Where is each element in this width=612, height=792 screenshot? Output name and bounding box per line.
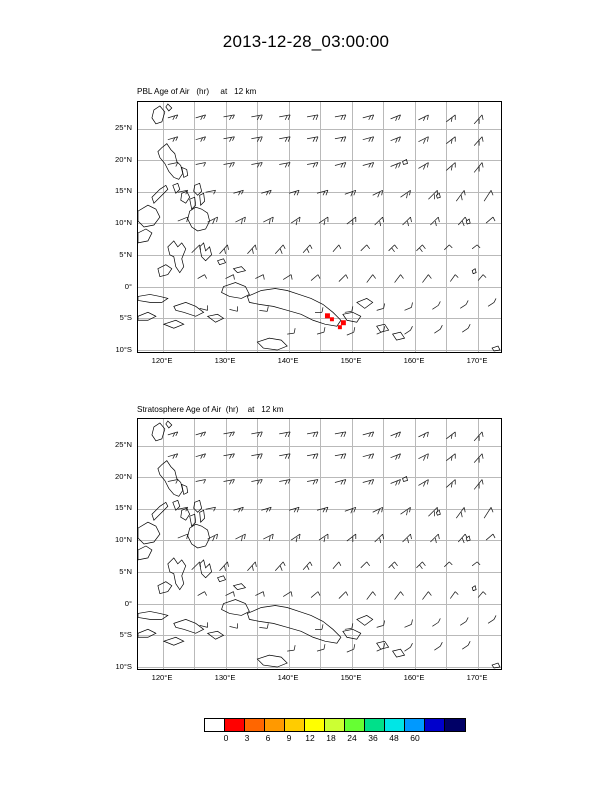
ytick-strat-3: 10°N: [115, 535, 132, 544]
colorbar-cell-11: [425, 719, 445, 731]
gridline-lon-140: [289, 102, 290, 352]
colorbar-tick-4: 12: [305, 733, 315, 743]
colorbar-tick-8: 48: [389, 733, 399, 743]
gridline2-lat-0: [138, 604, 501, 605]
colorbar-tick-5: 18: [326, 733, 336, 743]
gridline2-lat-10S: [138, 667, 501, 668]
ytick-pbl-3: 10°N: [115, 218, 132, 227]
gridline-lat-5N: [138, 255, 501, 256]
gridline-lon-125: [194, 102, 195, 352]
xtick-strat-0: 120°E: [151, 673, 173, 682]
colorbar-cell-1: [225, 719, 245, 731]
panel-pbl-label-line1: PBL Age of Air (hr) at 12 km: [137, 87, 257, 96]
colorbar-tick-3: 9: [286, 733, 292, 743]
gridline-lon-120: [163, 102, 164, 352]
gridline2-lat-10N: [138, 540, 501, 541]
colorbar-cell-12: [445, 719, 465, 731]
gridline2-lon-135: [257, 419, 258, 669]
ytick-strat-5: 0°: [124, 599, 132, 608]
panel-stratosphere-label-line1: Stratosphere Age of Air (hr) at 12 km: [137, 405, 284, 414]
gridline-lat-20N: [138, 160, 501, 161]
ytick-strat-4: 5°N: [119, 567, 132, 576]
ytick-pbl-4: 5°N: [119, 250, 132, 259]
gridline2-lon-165: [446, 419, 447, 669]
ytick-strat-2: 15°N: [115, 503, 132, 512]
xtick-pbl-0: 120°E: [151, 356, 173, 365]
xtick-pbl-4: 160°E: [403, 356, 425, 365]
colorbar-tick-7: 36: [368, 733, 378, 743]
ytick-pbl-5: 0°: [124, 282, 132, 291]
colorbar-cell-8: [365, 719, 385, 731]
gridline2-lat-5N: [138, 572, 501, 573]
gridline-lon-160: [415, 102, 416, 352]
figure-title: 2013-12-28_03:00:00: [222, 32, 390, 51]
xtick-pbl-1: 130°E: [214, 356, 236, 365]
colorbar-cell-2: [245, 719, 265, 731]
xtick-pbl-5: 170°E: [466, 356, 488, 365]
colorbar-cell-6: [325, 719, 345, 731]
colorbar-cell-7: [345, 719, 365, 731]
ytick-pbl-7: 10°S: [115, 345, 132, 354]
gridline-lon-150: [352, 102, 353, 352]
colorbar-tick-9: 60: [410, 733, 420, 743]
gridline2-lat-15N: [138, 509, 501, 510]
gridline2-lon-145: [320, 419, 321, 669]
colorbar: [204, 718, 466, 748]
colorbar-swatches: [204, 718, 466, 732]
ytick-pbl-2: 15°N: [115, 186, 132, 195]
gridline-lat-25N: [138, 129, 501, 130]
gridline-lon-130: [226, 102, 227, 352]
ytick-strat-0: 25°N: [115, 440, 132, 449]
gridline-lat-10N: [138, 223, 501, 224]
map-stratosphere[interactable]: [137, 418, 502, 670]
map-pbl[interactable]: [137, 101, 502, 353]
ytick-pbl-6: 5°S: [119, 313, 132, 322]
gridline-lon-170: [478, 102, 479, 352]
gridline2-lat-5S: [138, 635, 501, 636]
colorbar-tick-1: 3: [244, 733, 250, 743]
gridline-lon-135: [257, 102, 258, 352]
xtick-strat-1: 130°E: [214, 673, 236, 682]
gridline-lat-15N: [138, 192, 501, 193]
colorbar-tick-2: 6: [265, 733, 271, 743]
ytick-pbl-1: 20°N: [115, 155, 132, 164]
gridline2-lon-140: [289, 419, 290, 669]
xtick-strat-2: 140°E: [277, 673, 299, 682]
colorbar-cell-5: [305, 719, 325, 731]
ytick-strat-7: 10°S: [115, 662, 132, 671]
xtick-pbl-3: 150°E: [340, 356, 362, 365]
gridline2-lon-150: [352, 419, 353, 669]
gridline2-lon-130: [226, 419, 227, 669]
colorbar-cell-10: [405, 719, 425, 731]
gridline-lon-145: [320, 102, 321, 352]
ytick-strat-1: 20°N: [115, 472, 132, 481]
gridline-lon-155: [383, 102, 384, 352]
colorbar-tick-6: 24: [347, 733, 357, 743]
gridline-lat-10S: [138, 350, 501, 351]
colorbar-cell-9: [385, 719, 405, 731]
gridline-lat-5S: [138, 318, 501, 319]
gridline2-lon-120: [163, 419, 164, 669]
gridline2-lon-125: [194, 419, 195, 669]
xtick-strat-4: 160°E: [403, 673, 425, 682]
gridline2-lat-20N: [138, 477, 501, 478]
gridline-lon-165: [446, 102, 447, 352]
gridline2-lat-25N: [138, 446, 501, 447]
gridline2-lon-170: [478, 419, 479, 669]
colorbar-cell-4: [285, 719, 305, 731]
xtick-strat-3: 150°E: [340, 673, 362, 682]
gridline-lat-0: [138, 287, 501, 288]
xtick-strat-5: 170°E: [466, 673, 488, 682]
colorbar-cell-0: [205, 719, 225, 731]
colorbar-tick-0: 0: [223, 733, 229, 743]
gridline2-lon-160: [415, 419, 416, 669]
xtick-pbl-2: 140°E: [277, 356, 299, 365]
gridline2-lon-155: [383, 419, 384, 669]
ytick-strat-6: 5°S: [119, 630, 132, 639]
colorbar-cell-3: [265, 719, 285, 731]
ytick-pbl-0: 25°N: [115, 123, 132, 132]
